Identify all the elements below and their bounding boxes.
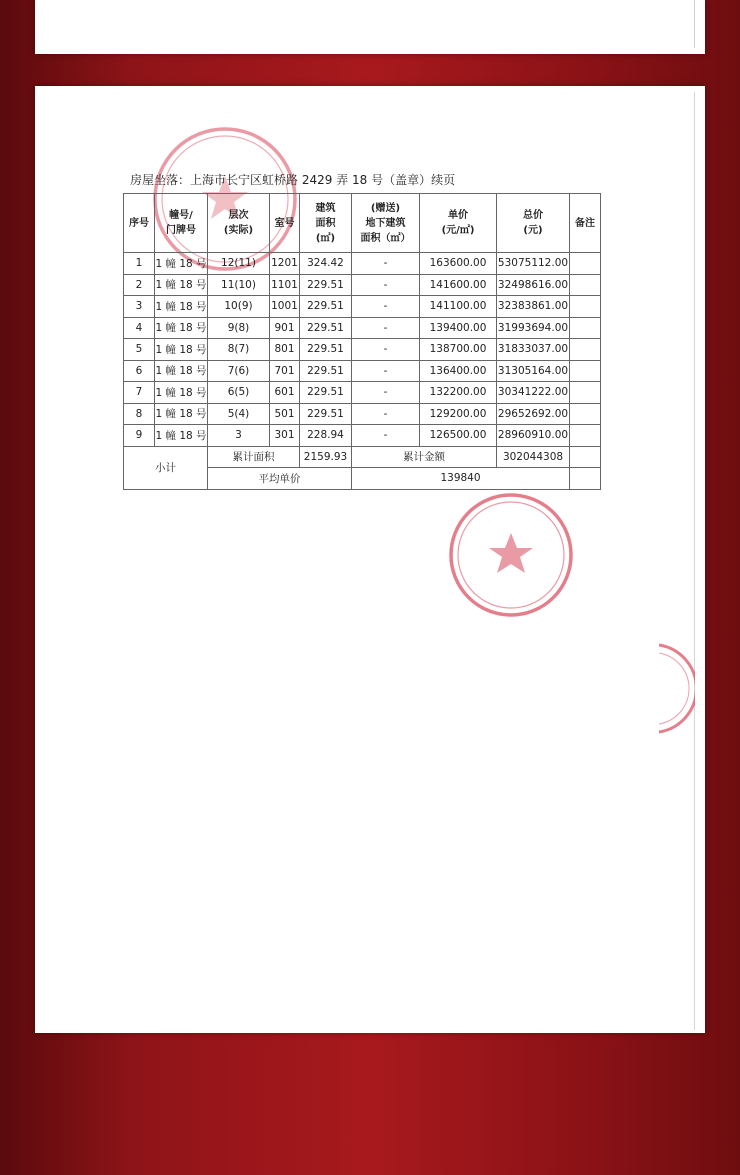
cell-room: 501 [270, 403, 300, 425]
cell-area: 228.94 [300, 425, 352, 447]
cell-unit-price: 138700.00 [420, 339, 497, 361]
official-seal-partial [655, 641, 695, 736]
cell-seq: 1 [124, 253, 155, 275]
cell-building: 1 幢 18 号 [155, 339, 208, 361]
cell-room: 1001 [270, 296, 300, 318]
cell-room: 701 [270, 360, 300, 382]
cell-building: 1 幢 18 号 [155, 274, 208, 296]
table-row [124, 382, 601, 404]
cell-floor: 12(11) [208, 253, 270, 275]
cell-area: 229.51 [300, 382, 352, 404]
cell-total-price: 31833037.00 [497, 339, 570, 361]
cell-floor: 6(5) [208, 382, 270, 404]
cell-unit-price: 136400.00 [420, 360, 497, 382]
cell-seq: 4 [124, 317, 155, 339]
header-building: 幢号/ 门牌号 [155, 194, 208, 253]
cell-building: 1 幢 18 号 [155, 253, 208, 275]
cell-unit-price: 141600.00 [420, 274, 497, 296]
cell-note [570, 339, 601, 361]
cell-floor: 7(6) [208, 360, 270, 382]
summary-note [570, 446, 601, 468]
header-area: 建筑 面积 (㎡) [300, 194, 352, 253]
cell-building: 1 幢 18 号 [155, 296, 208, 318]
cell-unit-price: 126500.00 [420, 425, 497, 447]
cell-note [570, 403, 601, 425]
cell-basement: - [352, 360, 420, 382]
cell-floor: 8(7) [208, 339, 270, 361]
cell-note [570, 296, 601, 318]
cell-area: 229.51 [300, 274, 352, 296]
avg-price-value: 139840 [352, 468, 570, 490]
header-unit-price: 单价 (元/㎡) [420, 194, 497, 253]
table-row [124, 360, 601, 382]
total-area-label: 累计面积 [208, 446, 300, 468]
cell-basement: - [352, 403, 420, 425]
cell-floor: 3 [208, 425, 270, 447]
cell-area: 229.51 [300, 339, 352, 361]
previous-page-sheet [35, 0, 705, 54]
cell-unit-price: 132200.00 [420, 382, 497, 404]
cell-basement: - [352, 382, 420, 404]
table-row [124, 317, 601, 339]
total-area-value: 2159.93 [300, 446, 352, 468]
cell-seq: 5 [124, 339, 155, 361]
summary-row [124, 446, 601, 468]
cell-basement: - [352, 253, 420, 275]
cell-seq: 7 [124, 382, 155, 404]
cell-note [570, 360, 601, 382]
cell-total-price: 32498616.00 [497, 274, 570, 296]
cell-room: 1101 [270, 274, 300, 296]
cell-note [570, 425, 601, 447]
cell-note [570, 317, 601, 339]
cell-basement: - [352, 425, 420, 447]
cell-building: 1 幢 18 号 [155, 317, 208, 339]
price-table [123, 193, 601, 490]
cell-basement: - [352, 317, 420, 339]
cell-basement: - [352, 339, 420, 361]
cell-seq: 6 [124, 360, 155, 382]
cell-total-price: 32383861.00 [497, 296, 570, 318]
cell-floor: 5(4) [208, 403, 270, 425]
table-header-row [124, 194, 601, 253]
cell-area: 229.51 [300, 403, 352, 425]
cell-basement: - [352, 296, 420, 318]
cell-seq: 3 [124, 296, 155, 318]
cell-total-price: 29652692.00 [497, 403, 570, 425]
cell-note [570, 253, 601, 275]
table-row [124, 274, 601, 296]
cell-total-price: 31305164.00 [497, 360, 570, 382]
cell-unit-price: 141100.00 [420, 296, 497, 318]
cell-total-price: 28960910.00 [497, 425, 570, 447]
cell-unit-price: 163600.00 [420, 253, 497, 275]
cell-room: 1201 [270, 253, 300, 275]
total-amount-value: 302044308 [497, 446, 570, 468]
cell-room: 801 [270, 339, 300, 361]
table-row [124, 253, 601, 275]
cell-floor: 11(10) [208, 274, 270, 296]
cell-building: 1 幢 18 号 [155, 382, 208, 404]
cell-note [570, 382, 601, 404]
cell-seq: 2 [124, 274, 155, 296]
header-basement-area: (赠送) 地下建筑 面积（㎡） [352, 194, 420, 253]
property-location: 房屋坐落：上海市长宁区虹桥路 2429 弄 18 号（盖章）续页 [130, 173, 456, 187]
table-row [124, 403, 601, 425]
table-row [124, 296, 601, 318]
cell-note [570, 274, 601, 296]
cell-total-price: 30341222.00 [497, 382, 570, 404]
cell-unit-price: 139400.00 [420, 317, 497, 339]
header-seq: 序号 [124, 194, 155, 253]
header-room: 室号 [270, 194, 300, 253]
cell-basement: - [352, 274, 420, 296]
total-amount-label: 累计金额 [352, 446, 497, 468]
cell-building: 1 幢 18 号 [155, 360, 208, 382]
cell-area: 229.51 [300, 317, 352, 339]
table-row [124, 425, 601, 447]
cell-unit-price: 129200.00 [420, 403, 497, 425]
cell-floor: 10(9) [208, 296, 270, 318]
cell-area: 229.51 [300, 296, 352, 318]
cell-room: 301 [270, 425, 300, 447]
average-note [570, 468, 601, 490]
header-floor: 层次 (实际) [208, 194, 270, 253]
cell-total-price: 31993694.00 [497, 317, 570, 339]
official-seal-bottom [447, 491, 575, 619]
cell-area: 324.42 [300, 253, 352, 275]
cell-floor: 9(8) [208, 317, 270, 339]
cell-seq: 9 [124, 425, 155, 447]
cell-seq: 8 [124, 403, 155, 425]
avg-price-label: 平均单价 [208, 468, 352, 490]
cell-area: 229.51 [300, 360, 352, 382]
subtotal-label: 小计 [124, 446, 208, 489]
header-note: 备注 [570, 194, 601, 253]
header-total-price: 总价 (元) [497, 194, 570, 253]
cell-room: 601 [270, 382, 300, 404]
cell-building: 1 幢 18 号 [155, 425, 208, 447]
price-list-page [35, 86, 705, 1033]
table-row [124, 339, 601, 361]
cell-room: 901 [270, 317, 300, 339]
cell-building: 1 幢 18 号 [155, 403, 208, 425]
cell-total-price: 53075112.00 [497, 253, 570, 275]
